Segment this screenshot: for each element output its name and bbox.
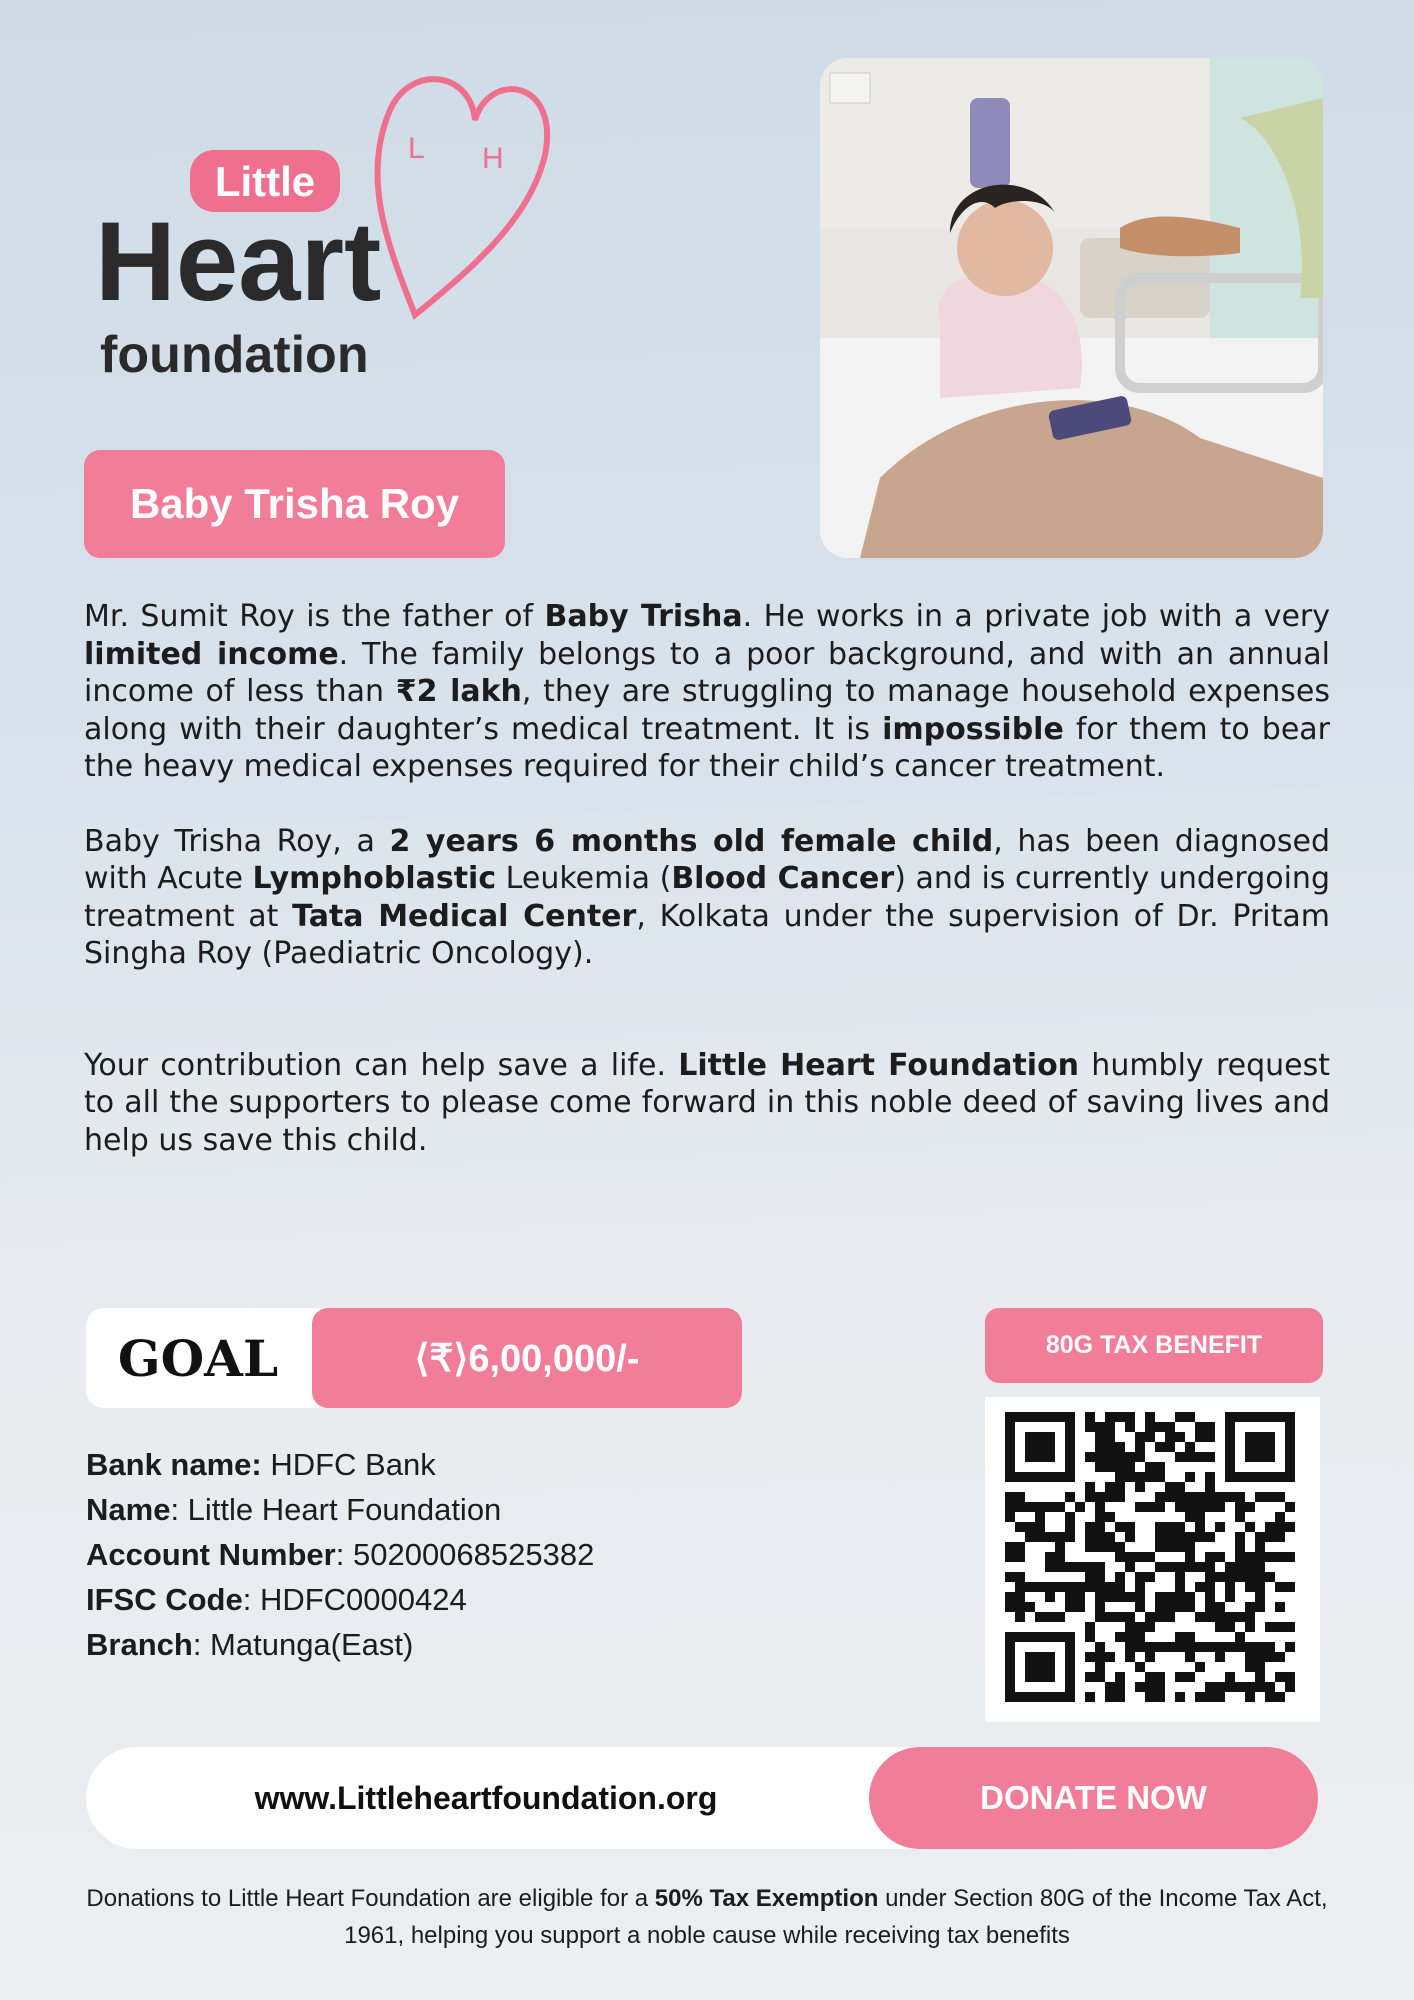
story-family-run: Baby Trisha (544, 599, 743, 634)
heart-outline-icon (377, 79, 547, 315)
story-family-run: . The family belongs to a poor background, and with an annual income of less than (84, 636, 1330, 709)
logo-heart-text: Heart (95, 199, 382, 324)
story-diagnosis-run: Tata Medical Center (292, 898, 637, 934)
bank-name-label: Bank name: (86, 1447, 262, 1482)
tax-note-run: Donations to Little Heart Foundation are eligible for a (86, 1885, 655, 1912)
story-family-run: ₹2 lakh (395, 674, 522, 709)
website-link[interactable]: www.Littleheartfoundation.org (254, 1779, 718, 1816)
story-diagnosis-run: , Kolkata under the supervision of Dr. Pritam Singha Roy (Paediatric Oncology). (84, 898, 1331, 971)
story-diagnosis-run: Lymphoblastic (252, 861, 497, 896)
bank-name-row (86, 1442, 594, 1487)
story-family-run: . He works in a private job with a very (742, 599, 1330, 634)
ifsc-code-value: : HDFC0000424 (242, 1582, 467, 1617)
donate-now-button[interactable]: DONATE NOW (869, 1747, 1318, 1849)
story-appeal-run: Your contribution can help save a life. (84, 1047, 679, 1083)
goal-label: GOAL (117, 1328, 279, 1388)
branch-row (86, 1622, 594, 1667)
story-paragraph-appeal (84, 1047, 1330, 1160)
payment-qr-code[interactable] (985, 1397, 1320, 1722)
story-family-run: for them to bear the heavy medical expenses required for their child’s cancer treatment. (84, 711, 1330, 784)
account-name-label: Name (86, 1492, 171, 1527)
bank-details (86, 1442, 594, 1667)
account-number-row (86, 1532, 594, 1577)
logo-letter-h: H (482, 142, 504, 175)
logo-little-text: Little (214, 158, 316, 205)
tax-note-run: under Section 80G of the Income Tax Act, 1961, helping you support a noble cause while receiving tax benefits (344, 1885, 1328, 1949)
foundation-logo (90, 60, 560, 400)
patient-photo (820, 58, 1323, 558)
story-appeal-run: humbly request to all the supporters to please come forward in this noble deed of saving lives and help us save this child. (84, 1047, 1330, 1158)
tax-exemption-note (84, 1880, 1330, 1954)
logo-letter-l: L (408, 132, 425, 165)
story-diagnosis-run: Blood Cancer (671, 861, 895, 896)
goal-amount: ⟨₹⟩6,00,000/- (312, 1308, 742, 1408)
branch-label: Branch (86, 1627, 193, 1662)
story-diagnosis-run: Leukemia ( (496, 861, 672, 896)
qr-code-icon (985, 1397, 1320, 1722)
story-family-run: Mr. Sumit Roy is the father of (84, 599, 545, 634)
tax-benefit-badge: 80G TAX BENEFIT (985, 1308, 1323, 1383)
child-name-badge: Baby Trisha Roy (84, 450, 505, 558)
account-name-row (86, 1487, 594, 1532)
ifsc-code-row (86, 1577, 594, 1622)
bank-name-value: HDFC Bank (261, 1447, 436, 1482)
branch-value: : Matunga(East) (192, 1627, 414, 1662)
story-family-run: , they are struggling to manage household expenses along with their daughter’s medical treatment. It is (84, 674, 1330, 747)
story-diagnosis-run: , has been diagnosed with Acute (84, 823, 1330, 896)
account-number-value: : 50200068525382 (335, 1537, 595, 1572)
story-diagnosis-run: 2 years 6 months old female child (389, 823, 994, 859)
account-number-label: Account Number (86, 1537, 336, 1572)
tax-note-run: 50% Tax Exemption (654, 1885, 879, 1912)
story-paragraph-diagnosis (84, 823, 1330, 973)
ifsc-code-label: IFSC Code (86, 1582, 243, 1617)
story-family-run: limited income (84, 636, 339, 672)
story-appeal-run: Little Heart Foundation (678, 1047, 1080, 1083)
story-family-run: impossible (882, 711, 1064, 747)
story-diagnosis-run: ) and is currently undergoing treatment at (84, 861, 1330, 934)
story-paragraph-family (84, 598, 1330, 786)
account-name-value: : Little Heart Foundation (170, 1492, 502, 1527)
logo-foundation-text: foundation (100, 326, 369, 384)
story-diagnosis-run: Baby Trisha Roy, a (84, 823, 390, 859)
story-section (84, 598, 1330, 1159)
